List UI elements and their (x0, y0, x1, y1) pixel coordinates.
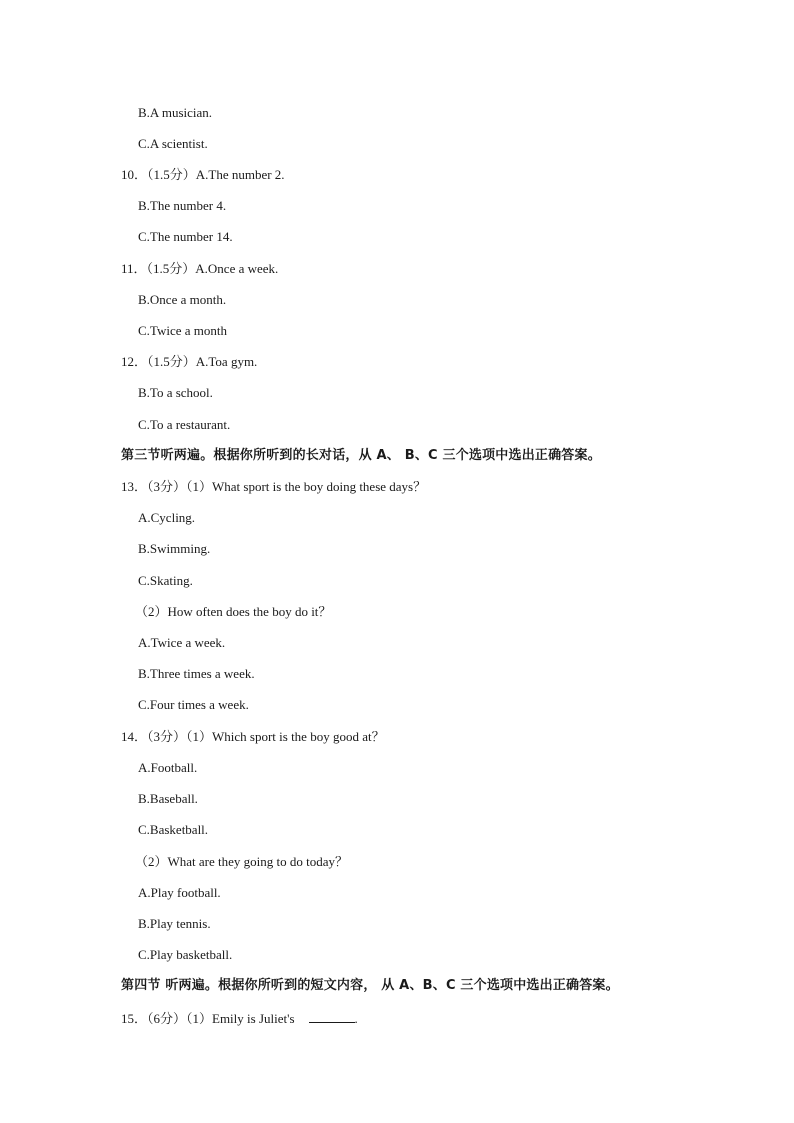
option-12c: C.To a restaurant. (138, 417, 231, 432)
question-15-1-text: 15．（6分）（1）Emily is Juliet's (121, 1011, 295, 1026)
question-12: 12．（1.5分）A.Toa gym. (121, 354, 258, 369)
option-12b: B.To a school. (138, 385, 213, 400)
question-10: 10．（1.5分）A.The number 2. (121, 167, 285, 182)
option-13-1a: A.Cycling. (138, 510, 196, 525)
question-13-2: （2）How often does the boy do it？ (135, 604, 332, 619)
option-10c: C.The number 14. (138, 229, 233, 244)
section-4-heading: 第四节 听两遍。根据你所听到的短文内容， 从 A、B、C 三个选项中选出正确答案。 (121, 978, 619, 993)
section-3-heading: 第三节听两遍。根据你所听到的长对话，从 A、 B、C 三个选项中选出正确答案。 (121, 448, 601, 463)
option-11c: C.Twice a month (138, 323, 227, 338)
option-10b: B.The number 4. (138, 198, 227, 213)
option-9b: B.A musician. (138, 105, 213, 120)
question-15-1 (121, 1010, 358, 1027)
question-14-1: 14．（3分）（1）Which sport is the boy good at？ (121, 729, 385, 744)
option-11b: B.Once a month. (138, 292, 227, 307)
option-9c: C.A scientist. (138, 136, 208, 151)
option-14-2b: B.Play tennis. (138, 916, 211, 931)
option-13-2a: A.Twice a week. (138, 635, 226, 650)
option-14-2c: C.Play basketball. (138, 947, 233, 962)
answer-blank (309, 1010, 355, 1023)
question-13-1: 13．（3分）（1）What sport is the boy doing these days？ (121, 479, 427, 494)
answer-blank-period: . (354, 1011, 358, 1026)
option-13-2c: C.Four times a week. (138, 697, 249, 712)
option-13-1b: B.Swimming. (138, 541, 211, 556)
option-14-2a: A.Play football. (138, 885, 221, 900)
question-11: 11．（1.5分）A.Once a week. (121, 261, 279, 276)
option-14-1c: C.Basketball. (138, 822, 209, 837)
option-14-1b: B.Baseball. (138, 791, 198, 806)
option-13-2b: B.Three times a week. (138, 666, 255, 681)
option-13-1c: C.Skating. (138, 573, 193, 588)
question-14-2: （2）What are they going to do today？ (135, 854, 349, 869)
option-14-1a: A.Football. (138, 760, 198, 775)
